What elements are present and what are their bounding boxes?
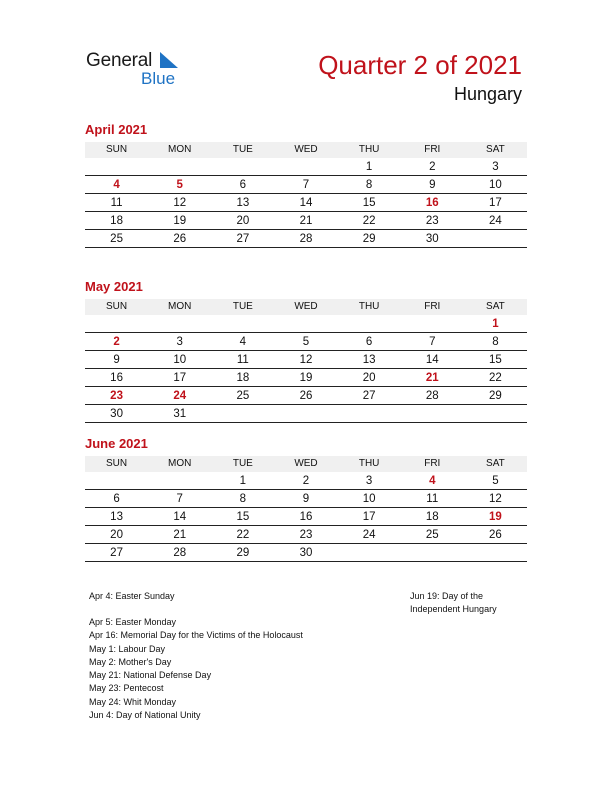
holiday-note: May 1: Labour Day	[89, 643, 166, 654]
day-cell: 4	[401, 472, 464, 490]
day-cell: 3	[338, 472, 401, 490]
day-cell: 10	[464, 176, 527, 194]
day-cell: 25	[401, 526, 464, 544]
weekday-header: FRI	[401, 142, 464, 158]
day-cell: 14	[274, 194, 337, 212]
day-cell: 13	[85, 508, 148, 526]
weekday-header: SAT	[464, 299, 527, 315]
day-cell: 18	[401, 508, 464, 526]
day-cell: 3	[464, 158, 527, 176]
day-cell: 12	[274, 351, 337, 369]
empty-day-cell	[401, 405, 464, 423]
day-cell: 19	[148, 212, 211, 230]
day-cell: 18	[211, 369, 274, 387]
day-cell: 23	[85, 387, 148, 405]
weekday-header: THU	[338, 299, 401, 315]
empty-day-cell	[274, 158, 337, 176]
empty-day-cell	[338, 405, 401, 423]
weekday-header: SUN	[85, 142, 148, 158]
holiday-notes-right	[410, 590, 497, 617]
holiday-note: Apr 4: Easter Sunday	[89, 591, 175, 601]
day-cell: 16	[274, 508, 337, 526]
weekday-header: FRI	[401, 456, 464, 472]
weekday-header: THU	[338, 142, 401, 158]
calendar-grid	[85, 142, 527, 248]
day-cell: 5	[464, 472, 527, 490]
empty-day-cell	[211, 315, 274, 333]
month-title: June 2021	[85, 436, 148, 451]
country-name: Hungary	[453, 84, 522, 104]
empty-day-cell	[148, 472, 211, 490]
day-cell: 27	[211, 230, 274, 248]
day-cell: 16	[85, 369, 148, 387]
empty-day-cell	[401, 544, 464, 562]
day-cell: 4	[211, 333, 274, 351]
day-cell: 10	[338, 490, 401, 508]
day-cell: 5	[148, 176, 211, 194]
holiday-note: May 21: National Defense Day	[89, 670, 212, 681]
day-cell: 27	[338, 387, 401, 405]
empty-day-cell	[211, 405, 274, 423]
day-cell: 1	[211, 472, 274, 490]
empty-day-cell	[85, 158, 148, 176]
day-cell: 11	[85, 194, 148, 212]
day-cell: 25	[211, 387, 274, 405]
holiday-notes-list	[89, 616, 303, 722]
day-cell: 24	[464, 212, 527, 230]
day-cell: 7	[274, 176, 337, 194]
weekday-header: SUN	[85, 299, 148, 315]
day-cell: 8	[338, 176, 401, 194]
holiday-note: Independent Hungary	[410, 604, 497, 615]
day-cell: 22	[464, 369, 527, 387]
day-cell: 11	[211, 351, 274, 369]
day-cell: 3	[148, 333, 211, 351]
day-cell: 5	[274, 333, 337, 351]
generalblue-logo	[86, 50, 196, 90]
empty-day-cell	[85, 315, 148, 333]
day-cell: 14	[401, 351, 464, 369]
day-cell: 15	[211, 508, 274, 526]
holiday-note: Apr 5: Easter Monday	[89, 617, 177, 627]
holiday-note: May 24: Whit Monday	[89, 696, 177, 707]
day-cell: 9	[274, 490, 337, 508]
weekday-header: TUE	[211, 142, 274, 158]
weekday-header: WED	[274, 299, 337, 315]
logo-blue-text: Blue	[141, 69, 176, 88]
day-cell: 29	[338, 230, 401, 248]
day-cell: 25	[85, 230, 148, 248]
weekday-header: FRI	[401, 299, 464, 315]
day-cell: 15	[464, 351, 527, 369]
day-cell: 21	[401, 369, 464, 387]
month-calendar-april	[85, 122, 527, 248]
month-title: May 2021	[85, 279, 143, 294]
holiday-note: Jun 19: Day of the	[410, 591, 484, 601]
day-cell: 14	[148, 508, 211, 526]
day-cell: 17	[148, 369, 211, 387]
weekday-header: SAT	[464, 142, 527, 158]
day-cell: 28	[274, 230, 337, 248]
empty-day-cell	[148, 158, 211, 176]
day-cell: 16	[401, 194, 464, 212]
calendar-grid	[85, 299, 527, 423]
holiday-note: May 23: Pentecost	[89, 683, 164, 694]
day-cell: 23	[274, 526, 337, 544]
day-cell: 12	[464, 490, 527, 508]
day-cell: 21	[274, 212, 337, 230]
day-cell: 1	[338, 158, 401, 176]
day-cell: 4	[85, 176, 148, 194]
day-cell: 7	[148, 490, 211, 508]
day-cell: 2	[401, 158, 464, 176]
logo-triangle-icon	[158, 52, 180, 70]
empty-day-cell	[274, 405, 337, 423]
day-cell: 17	[338, 508, 401, 526]
day-cell: 26	[148, 230, 211, 248]
weekday-header: SUN	[85, 456, 148, 472]
empty-day-cell	[85, 472, 148, 490]
day-cell: 13	[211, 194, 274, 212]
weekday-header: MON	[148, 456, 211, 472]
empty-day-cell	[274, 315, 337, 333]
weekday-header: MON	[148, 142, 211, 158]
day-cell: 12	[148, 194, 211, 212]
day-cell: 24	[338, 526, 401, 544]
day-cell: 21	[148, 526, 211, 544]
empty-day-cell	[211, 158, 274, 176]
day-cell: 7	[401, 333, 464, 351]
day-cell: 17	[464, 194, 527, 212]
day-cell: 29	[464, 387, 527, 405]
day-cell: 30	[85, 405, 148, 423]
empty-day-cell	[338, 315, 401, 333]
holiday-note: Apr 16: Memorial Day for the Victims of the Holocaust	[89, 630, 303, 641]
day-cell: 11	[401, 490, 464, 508]
day-cell: 20	[211, 212, 274, 230]
day-cell: 24	[148, 387, 211, 405]
day-cell: 28	[148, 544, 211, 562]
holiday-note-first	[89, 590, 175, 603]
page-title: Quarter 2 of 2021	[318, 50, 522, 80]
day-cell: 23	[401, 212, 464, 230]
day-cell: 19	[274, 369, 337, 387]
empty-day-cell	[338, 544, 401, 562]
day-cell: 30	[274, 544, 337, 562]
day-cell: 22	[338, 212, 401, 230]
day-cell: 29	[211, 544, 274, 562]
day-cell: 18	[85, 212, 148, 230]
weekday-header: TUE	[211, 299, 274, 315]
holiday-note: May 2: Mother's Day	[89, 656, 172, 667]
calendar-grid	[85, 456, 527, 562]
day-cell: 28	[401, 387, 464, 405]
day-cell: 2	[85, 333, 148, 351]
weekday-header: SAT	[464, 456, 527, 472]
holiday-note: Jun 4: Day of National Unity	[89, 710, 201, 721]
day-cell: 8	[211, 490, 274, 508]
day-cell: 2	[274, 472, 337, 490]
day-cell: 13	[338, 351, 401, 369]
day-cell: 10	[148, 351, 211, 369]
day-cell: 15	[338, 194, 401, 212]
day-cell: 30	[401, 230, 464, 248]
day-cell: 31	[148, 405, 211, 423]
day-cell: 19	[464, 508, 527, 526]
empty-day-cell	[464, 230, 527, 248]
empty-day-cell	[148, 315, 211, 333]
weekday-header: TUE	[211, 456, 274, 472]
empty-day-cell	[464, 544, 527, 562]
day-cell: 6	[338, 333, 401, 351]
day-cell: 27	[85, 544, 148, 562]
logo-general-text: General	[86, 50, 153, 71]
weekday-header: WED	[274, 456, 337, 472]
month-calendar-june	[85, 436, 527, 562]
month-title: April 2021	[85, 122, 148, 137]
day-cell: 20	[85, 526, 148, 544]
day-cell: 1	[464, 315, 527, 333]
day-cell: 26	[274, 387, 337, 405]
day-cell: 9	[85, 351, 148, 369]
day-cell: 22	[211, 526, 274, 544]
empty-day-cell	[401, 315, 464, 333]
weekday-header: THU	[338, 456, 401, 472]
day-cell: 26	[464, 526, 527, 544]
day-cell: 8	[464, 333, 527, 351]
empty-day-cell	[464, 405, 527, 423]
weekday-header: MON	[148, 299, 211, 315]
weekday-header: WED	[274, 142, 337, 158]
day-cell: 9	[401, 176, 464, 194]
month-calendar-may	[85, 279, 527, 423]
day-cell: 6	[211, 176, 274, 194]
day-cell: 20	[338, 369, 401, 387]
day-cell: 6	[85, 490, 148, 508]
